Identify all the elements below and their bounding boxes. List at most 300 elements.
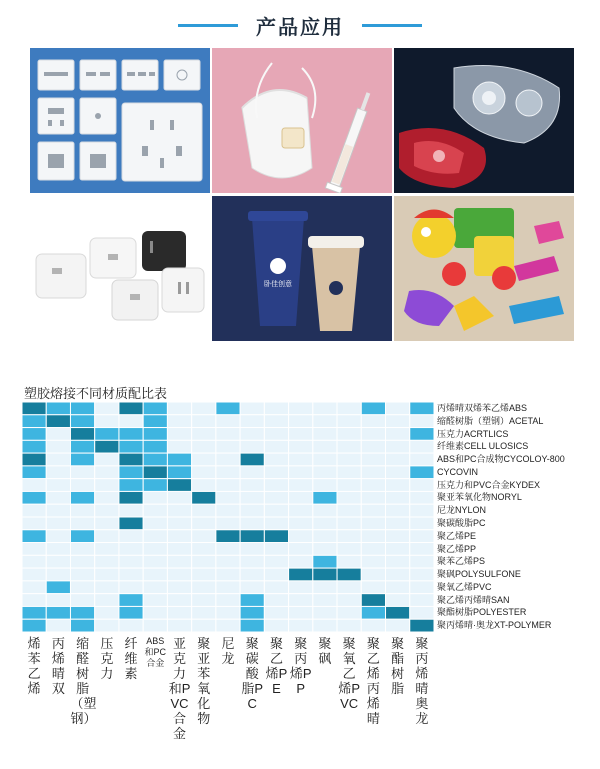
grid-cell (143, 555, 167, 568)
grid-cell (386, 619, 410, 632)
grid-cell (264, 530, 288, 543)
grid-cell (143, 530, 167, 543)
grid-cell (289, 568, 313, 581)
grid-cell (410, 517, 434, 530)
grid-cell (192, 415, 216, 428)
grid-cell (119, 517, 143, 530)
grid-cell (386, 440, 410, 453)
grid-cell (264, 517, 288, 530)
grid-cell (313, 543, 337, 556)
grid-cell (46, 555, 70, 568)
grid-cell (192, 619, 216, 632)
grid-cell (313, 606, 337, 619)
grid-cell (386, 517, 410, 530)
photo-chargers (30, 196, 210, 341)
grid-cell (337, 517, 361, 530)
grid-cell (216, 606, 240, 619)
photo-wall-switches (30, 48, 210, 193)
grid-cell (46, 619, 70, 632)
grid-cell (313, 491, 337, 504)
grid-cell (386, 415, 410, 428)
grid-cell (119, 479, 143, 492)
grid-cell (240, 504, 264, 517)
grid-cell (95, 491, 119, 504)
grid-cell (361, 428, 385, 441)
grid-cell (70, 606, 94, 619)
column-label: 聚酯树脂 (391, 636, 405, 696)
grid-cell (95, 415, 119, 428)
column-label: 丙烯晴双 (51, 636, 65, 696)
grid-cell (289, 428, 313, 441)
grid-cell (313, 517, 337, 530)
grid-cell (410, 555, 434, 568)
grid-cell (289, 466, 313, 479)
column-label: 聚碳酸脂PC (241, 636, 264, 711)
grid-cell (95, 619, 119, 632)
grid-cell (240, 415, 264, 428)
grid-cell (240, 440, 264, 453)
grid-cell (46, 479, 70, 492)
grid-cell (119, 440, 143, 453)
grid-cell (240, 555, 264, 568)
grid-cell (167, 530, 191, 543)
grid-cell (119, 555, 143, 568)
grid-cell (216, 504, 240, 517)
grid-cell (143, 568, 167, 581)
grid-cell (46, 568, 70, 581)
grid-cell (95, 402, 119, 415)
grid-cell (143, 543, 167, 556)
grid-cell (167, 440, 191, 453)
grid-cell (167, 402, 191, 415)
grid-cell (192, 568, 216, 581)
grid-cell (22, 619, 46, 632)
grid-cell (192, 594, 216, 607)
grid-cell (264, 543, 288, 556)
grid-cell (337, 415, 361, 428)
grid-cell (95, 568, 119, 581)
column-label: 亚克力和PVC合金 (168, 636, 191, 741)
grid-cell (240, 479, 264, 492)
photo-car-lights (394, 48, 574, 193)
grid-cell (46, 402, 70, 415)
grid-cell (192, 555, 216, 568)
row-label: 聚苯乙烯PS (437, 556, 486, 567)
grid-cell (119, 415, 143, 428)
grid-cell (119, 491, 143, 504)
grid-cell (22, 543, 46, 556)
grid-cell (240, 530, 264, 543)
row-label: 聚乙烯丙烯晴SAN (437, 594, 510, 605)
grid-cell (95, 466, 119, 479)
grid-cell (119, 581, 143, 594)
grid-cell (95, 581, 119, 594)
grid-cell (167, 517, 191, 530)
grid-cell (46, 530, 70, 543)
photo-toys (394, 196, 574, 341)
grid-cell (70, 555, 94, 568)
grid-cell (410, 479, 434, 492)
grid-cell (410, 466, 434, 479)
grid-cell (167, 491, 191, 504)
grid-cell (167, 594, 191, 607)
grid-cell (313, 594, 337, 607)
compatibility-grid-svg (22, 402, 434, 632)
grid-cell (216, 428, 240, 441)
grid-cell (410, 415, 434, 428)
grid-cell (337, 543, 361, 556)
grid-cell (22, 428, 46, 441)
cup-brand-text: 卧佳创意 (264, 280, 292, 288)
grid-cell (22, 568, 46, 581)
grid-cell (240, 428, 264, 441)
grid-cell (167, 415, 191, 428)
grid-cell (361, 543, 385, 556)
grid-cell (313, 415, 337, 428)
grid-cell (289, 619, 313, 632)
grid-cell (216, 581, 240, 594)
grid-cell (337, 606, 361, 619)
grid-cell (337, 555, 361, 568)
grid-cell (410, 594, 434, 607)
grid-cell (240, 581, 264, 594)
grid-cell (70, 479, 94, 492)
grid-cell (143, 402, 167, 415)
grid-cell (216, 619, 240, 632)
grid-cell (289, 453, 313, 466)
grid-cell (192, 402, 216, 415)
grid-cell (410, 543, 434, 556)
grid-cell (361, 440, 385, 453)
grid-cell (22, 606, 46, 619)
grid-cell (95, 428, 119, 441)
grid-cell (70, 517, 94, 530)
grid-cell (361, 479, 385, 492)
grid-cell (192, 530, 216, 543)
header-rule-right (362, 24, 422, 27)
grid-cell (119, 543, 143, 556)
grid-cell (313, 555, 337, 568)
grid-cell (337, 440, 361, 453)
grid-cell (313, 440, 337, 453)
grid-cell (361, 581, 385, 594)
grid-cell (22, 491, 46, 504)
grid-cell (22, 504, 46, 517)
grid-cell (22, 581, 46, 594)
grid-cell (410, 619, 434, 632)
grid-cell (192, 479, 216, 492)
grid-cell (167, 581, 191, 594)
grid-cell (143, 466, 167, 479)
column-label: 聚丙烯PP (289, 636, 312, 696)
grid-cell (313, 428, 337, 441)
grid-cell (264, 479, 288, 492)
grid-cell (70, 619, 94, 632)
grid-cell (167, 568, 191, 581)
grid-cell (240, 453, 264, 466)
grid-cell (410, 428, 434, 441)
grid-cell (70, 428, 94, 441)
column-label: 压克力 (100, 636, 114, 681)
grid-cell (337, 619, 361, 632)
grid-cell (216, 543, 240, 556)
grid-cell (119, 402, 143, 415)
column-label: 聚乙烯丙烯晴 (366, 636, 380, 726)
grid-cell (337, 491, 361, 504)
grid-cell (22, 402, 46, 415)
grid-cell (386, 479, 410, 492)
grid-cell (264, 415, 288, 428)
grid-cell (361, 568, 385, 581)
grid-cell (95, 530, 119, 543)
grid-cell (119, 594, 143, 607)
grid-cell (361, 402, 385, 415)
grid-cell (313, 453, 337, 466)
grid-cell (386, 555, 410, 568)
grid-cell (167, 453, 191, 466)
grid-cell (22, 440, 46, 453)
grid-cell (46, 453, 70, 466)
grid-cell (46, 491, 70, 504)
grid-cell (192, 581, 216, 594)
grid-cell (46, 440, 70, 453)
grid-cell (70, 402, 94, 415)
column-label: 缩醛树脂（塑钢） (70, 636, 97, 726)
grid-cell (70, 504, 94, 517)
grid-cell (289, 402, 313, 415)
grid-cell (313, 568, 337, 581)
grid-cell (410, 402, 434, 415)
row-label: 缩醛树脂（塑钢）ACETAL (437, 415, 544, 426)
grid-cell (361, 466, 385, 479)
grid-cell (192, 440, 216, 453)
grid-cell (264, 581, 288, 594)
grid-cell (361, 530, 385, 543)
photo-mask-syringe (212, 48, 392, 193)
grid-cell (361, 517, 385, 530)
grid-cell (95, 543, 119, 556)
grid-cell (46, 415, 70, 428)
photo-coffee-cups (212, 196, 392, 341)
grid-cell (289, 555, 313, 568)
grid-cell (264, 428, 288, 441)
grid-cell (192, 543, 216, 556)
grid-cell (386, 453, 410, 466)
row-label: 纤维素CELL ULOSICS (437, 441, 529, 452)
grid-cell (386, 466, 410, 479)
grid-cell (240, 619, 264, 632)
grid-cell (46, 581, 70, 594)
grid-cell (240, 568, 264, 581)
grid-cell (95, 606, 119, 619)
grid-cell (410, 440, 434, 453)
grid-cell (289, 594, 313, 607)
grid-cell (264, 491, 288, 504)
compatibility-grid (22, 402, 434, 632)
grid-cell (337, 581, 361, 594)
grid-cell (167, 555, 191, 568)
grid-cell (264, 440, 288, 453)
grid-cell (337, 594, 361, 607)
grid-cell (46, 428, 70, 441)
grid-cell (46, 543, 70, 556)
grid-cell (167, 466, 191, 479)
row-label: 聚砜POLYSULFONE (437, 569, 521, 580)
grid-cell (46, 606, 70, 619)
grid-cell (361, 619, 385, 632)
grid-cell (119, 453, 143, 466)
grid-cell (216, 530, 240, 543)
grid-cell (361, 504, 385, 517)
grid-cell (119, 619, 143, 632)
column-label: 聚氧乙烯PVC (338, 636, 360, 711)
grid-cell (313, 530, 337, 543)
grid-cell (240, 606, 264, 619)
grid-cell (143, 415, 167, 428)
grid-cell (192, 428, 216, 441)
grid-cell (95, 555, 119, 568)
grid-cell (192, 517, 216, 530)
grid-cell (264, 594, 288, 607)
grid-cell (264, 619, 288, 632)
grid-cell (216, 466, 240, 479)
grid-cell (264, 606, 288, 619)
grid-cell (337, 504, 361, 517)
grid-cell (264, 453, 288, 466)
grid-cell (410, 504, 434, 517)
grid-cell (143, 619, 167, 632)
grid-cell (167, 619, 191, 632)
grid-cell (313, 466, 337, 479)
grid-cell (289, 530, 313, 543)
grid-cell (22, 517, 46, 530)
grid-cell (289, 581, 313, 594)
grid-cell (386, 543, 410, 556)
grid-cell (289, 415, 313, 428)
grid-cell (386, 402, 410, 415)
grid-cell (361, 415, 385, 428)
grid-cell (167, 479, 191, 492)
grid-cell (143, 479, 167, 492)
grid-cell (22, 453, 46, 466)
grid-cell (143, 504, 167, 517)
grid-cell (216, 517, 240, 530)
grid-cell (192, 453, 216, 466)
row-label: 丙烯晴双烯苯乙烯ABS (437, 403, 528, 413)
grid-cell (216, 594, 240, 607)
grid-cell (95, 453, 119, 466)
row-label: CYCOVIN (437, 466, 479, 477)
grid-cell (337, 530, 361, 543)
grid-cell (337, 479, 361, 492)
grid-cell (240, 402, 264, 415)
grid-cell (143, 440, 167, 453)
page-title: 产品应用 (256, 17, 344, 39)
grid-cell (410, 530, 434, 543)
grid-cell (216, 568, 240, 581)
row-labels (437, 402, 597, 632)
grid-cell (70, 581, 94, 594)
grid-cell (240, 594, 264, 607)
grid-cell (70, 466, 94, 479)
grid-cell (386, 428, 410, 441)
row-label: 聚亚苯氧化物NORYL (437, 492, 522, 503)
grid-cell (313, 581, 337, 594)
column-labels (22, 636, 434, 766)
grid-cell (119, 466, 143, 479)
grid-cell (386, 568, 410, 581)
grid-cell (386, 530, 410, 543)
column-label: 聚砜 (318, 636, 332, 666)
column-label: 聚亚苯氧化物 (197, 636, 211, 726)
grid-cell (119, 568, 143, 581)
grid-cell (313, 504, 337, 517)
grid-cell (143, 491, 167, 504)
grid-cell (337, 428, 361, 441)
grid-cell (264, 466, 288, 479)
grid-cell (192, 466, 216, 479)
grid-cell (386, 606, 410, 619)
grid-cell (289, 517, 313, 530)
grid-cell (289, 440, 313, 453)
grid-cell (70, 453, 94, 466)
grid-cell (192, 504, 216, 517)
grid-cell (313, 402, 337, 415)
grid-cell (264, 555, 288, 568)
grid-cell (216, 555, 240, 568)
grid-cell (264, 402, 288, 415)
grid-cell (143, 581, 167, 594)
row-label: 聚丙烯晴·奥龙XT-POLYMER (437, 620, 552, 631)
grid-cell (22, 415, 46, 428)
grid-cell (143, 428, 167, 441)
grid-cell (216, 453, 240, 466)
grid-cell (240, 543, 264, 556)
grid-cell (119, 428, 143, 441)
grid-cell (337, 466, 361, 479)
grid-cell (70, 568, 94, 581)
grid-cell (410, 581, 434, 594)
grid-cell (410, 568, 434, 581)
grid-cell (216, 402, 240, 415)
grid-cell (22, 466, 46, 479)
grid-cell (119, 530, 143, 543)
grid-cell (167, 606, 191, 619)
row-label: 聚乙烯PP (437, 543, 477, 554)
row-label: 聚氧乙烯PVC (437, 581, 492, 592)
grid-cell (95, 479, 119, 492)
grid-cell (70, 491, 94, 504)
grid-cell (361, 606, 385, 619)
grid-cell (22, 555, 46, 568)
grid-cell (216, 479, 240, 492)
grid-cell (143, 594, 167, 607)
grid-cell (386, 504, 410, 517)
grid-cell (46, 466, 70, 479)
grid-cell (119, 504, 143, 517)
section-header (0, 0, 600, 46)
grid-cell (143, 517, 167, 530)
grid-cell (386, 594, 410, 607)
grid-cell (361, 555, 385, 568)
column-label: ABS和PC合金 (144, 636, 167, 668)
grid-cell (22, 479, 46, 492)
row-label: 聚碳酸脂PC (437, 518, 486, 528)
grid-cell (313, 619, 337, 632)
grid-cell (289, 479, 313, 492)
grid-cell (410, 453, 434, 466)
grid-cell (70, 440, 94, 453)
